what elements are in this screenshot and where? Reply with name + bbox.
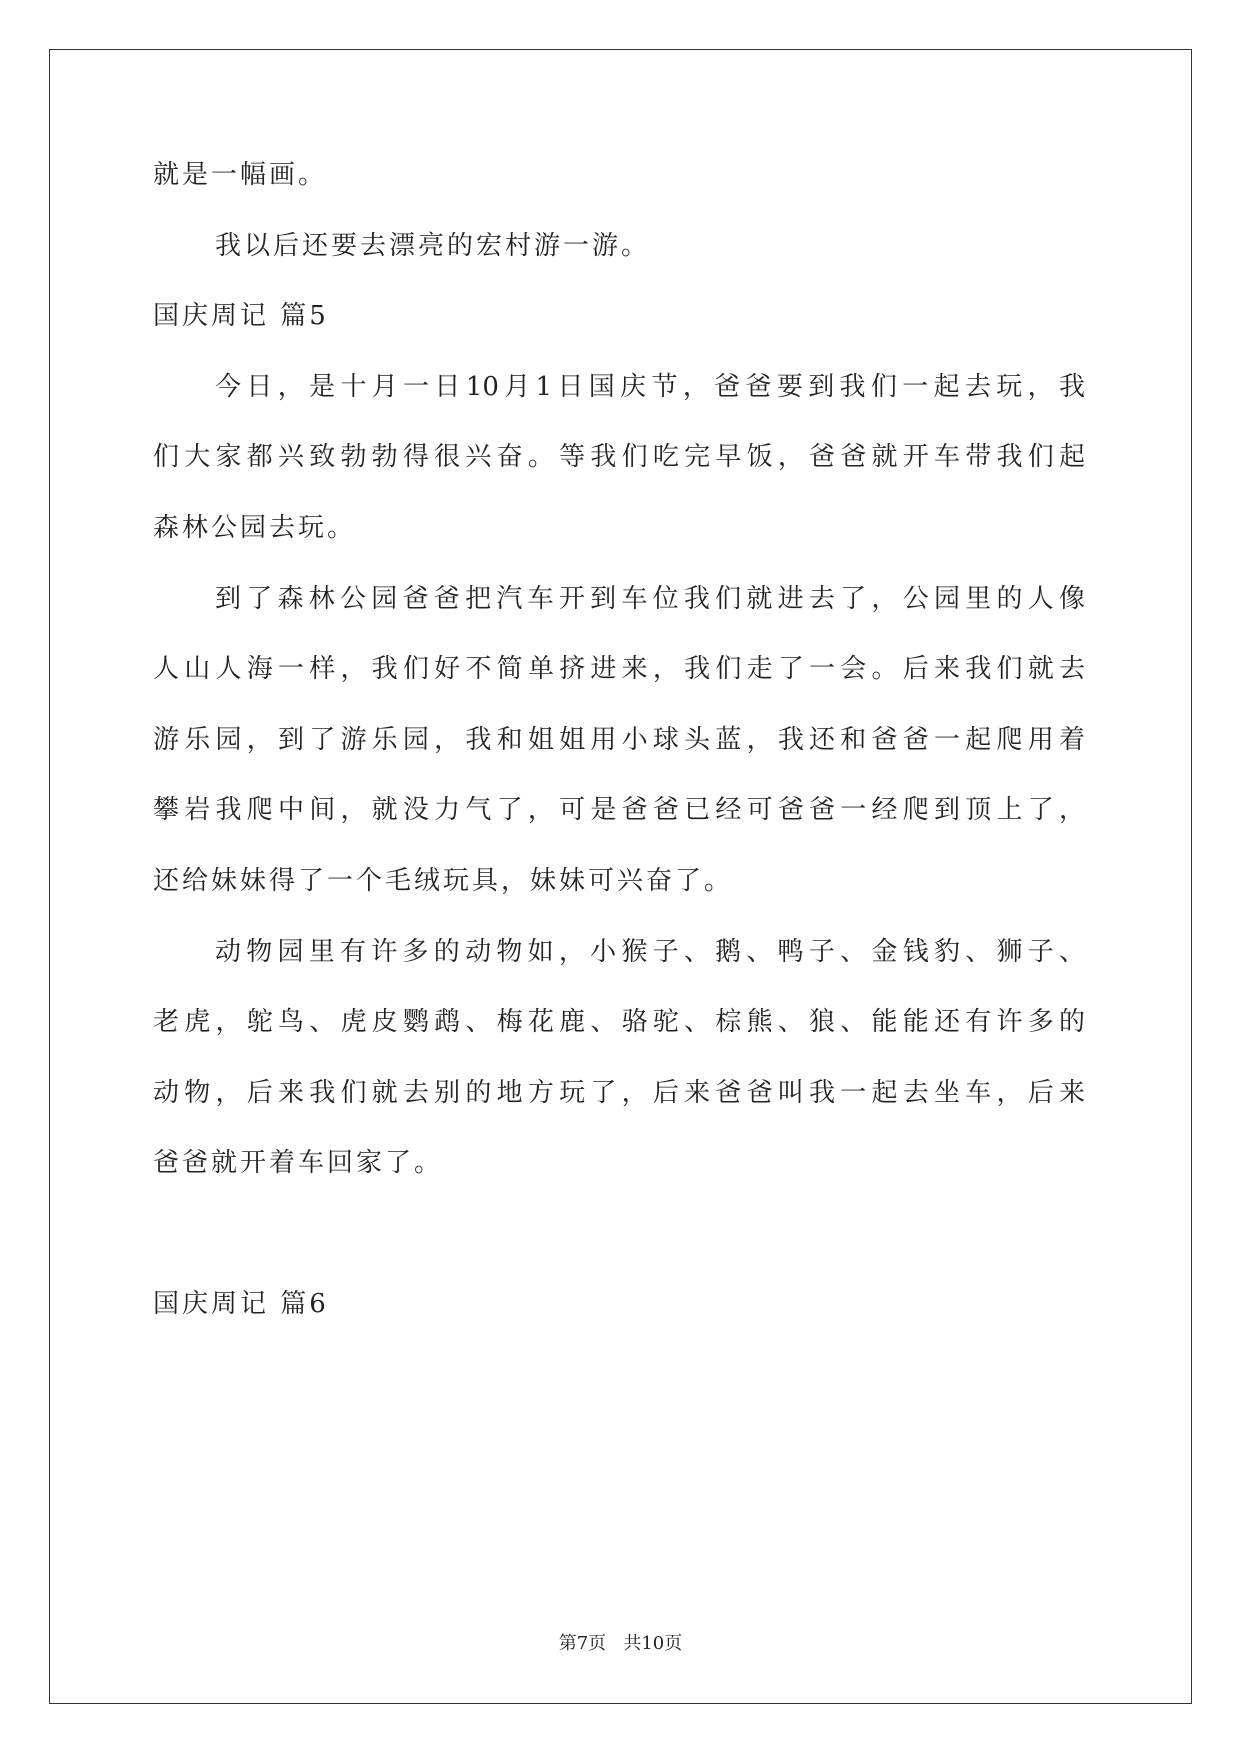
paragraph-line: 到了森林公园爸爸把汽车开到车位我们就进去了，公园里的人像 <box>215 584 1085 614</box>
paragraph-line: 就是一幅画。 <box>153 160 328 190</box>
paragraph-line: 动物，后来我们就去别的地方玩了，后来爸爸叫我一起去坐车，后来 <box>153 1078 1085 1108</box>
paragraph-line: 们大家都兴致勃勃得很兴奋。等我们吃完早饭，爸爸就开车带我们起 <box>153 442 1085 472</box>
paragraph-line: 我以后还要去漂亮的宏村游一游。 <box>215 231 651 261</box>
paragraph-line: 还给妹妹得了一个毛绒玩具，妹妹可兴奋了。 <box>153 866 734 896</box>
paragraph-line: 人山人海一样，我们好不简单挤进来，我们走了一会。后来我们就去 <box>153 654 1085 684</box>
paragraph-line: 游乐园，到了游乐园，我和姐姐用小球头蓝，我还和爸爸一起爬用着 <box>153 725 1085 755</box>
paragraph-line: 今日，是十月一日10月1日国庆节，爸爸要到我们一起去玩，我 <box>215 372 1085 402</box>
section-heading: 国庆周记 篇5 <box>153 301 329 331</box>
paragraph-line: 攀岩我爬中间，就没力气了，可是爸爸已经可爸爸一经爬到顶上了， <box>153 795 1085 825</box>
paragraph-line: 爸爸就开着车回家了。 <box>153 1148 444 1178</box>
section-heading: 国庆周记 篇6 <box>153 1289 329 1319</box>
paragraph-line: 动物园里有许多的动物如，小猴子、鹅、鸭子、金钱豹、狮子、 <box>215 937 1085 967</box>
paragraph-line: 森林公园去玩。 <box>153 513 357 543</box>
paragraph-line: 老虎，鸵鸟、虎皮鹦鹉、梅花鹿、骆驼、棕熊、狼、能能还有许多的 <box>153 1007 1085 1037</box>
page-number-footer: 第7页 共10页 <box>558 1633 683 1654</box>
